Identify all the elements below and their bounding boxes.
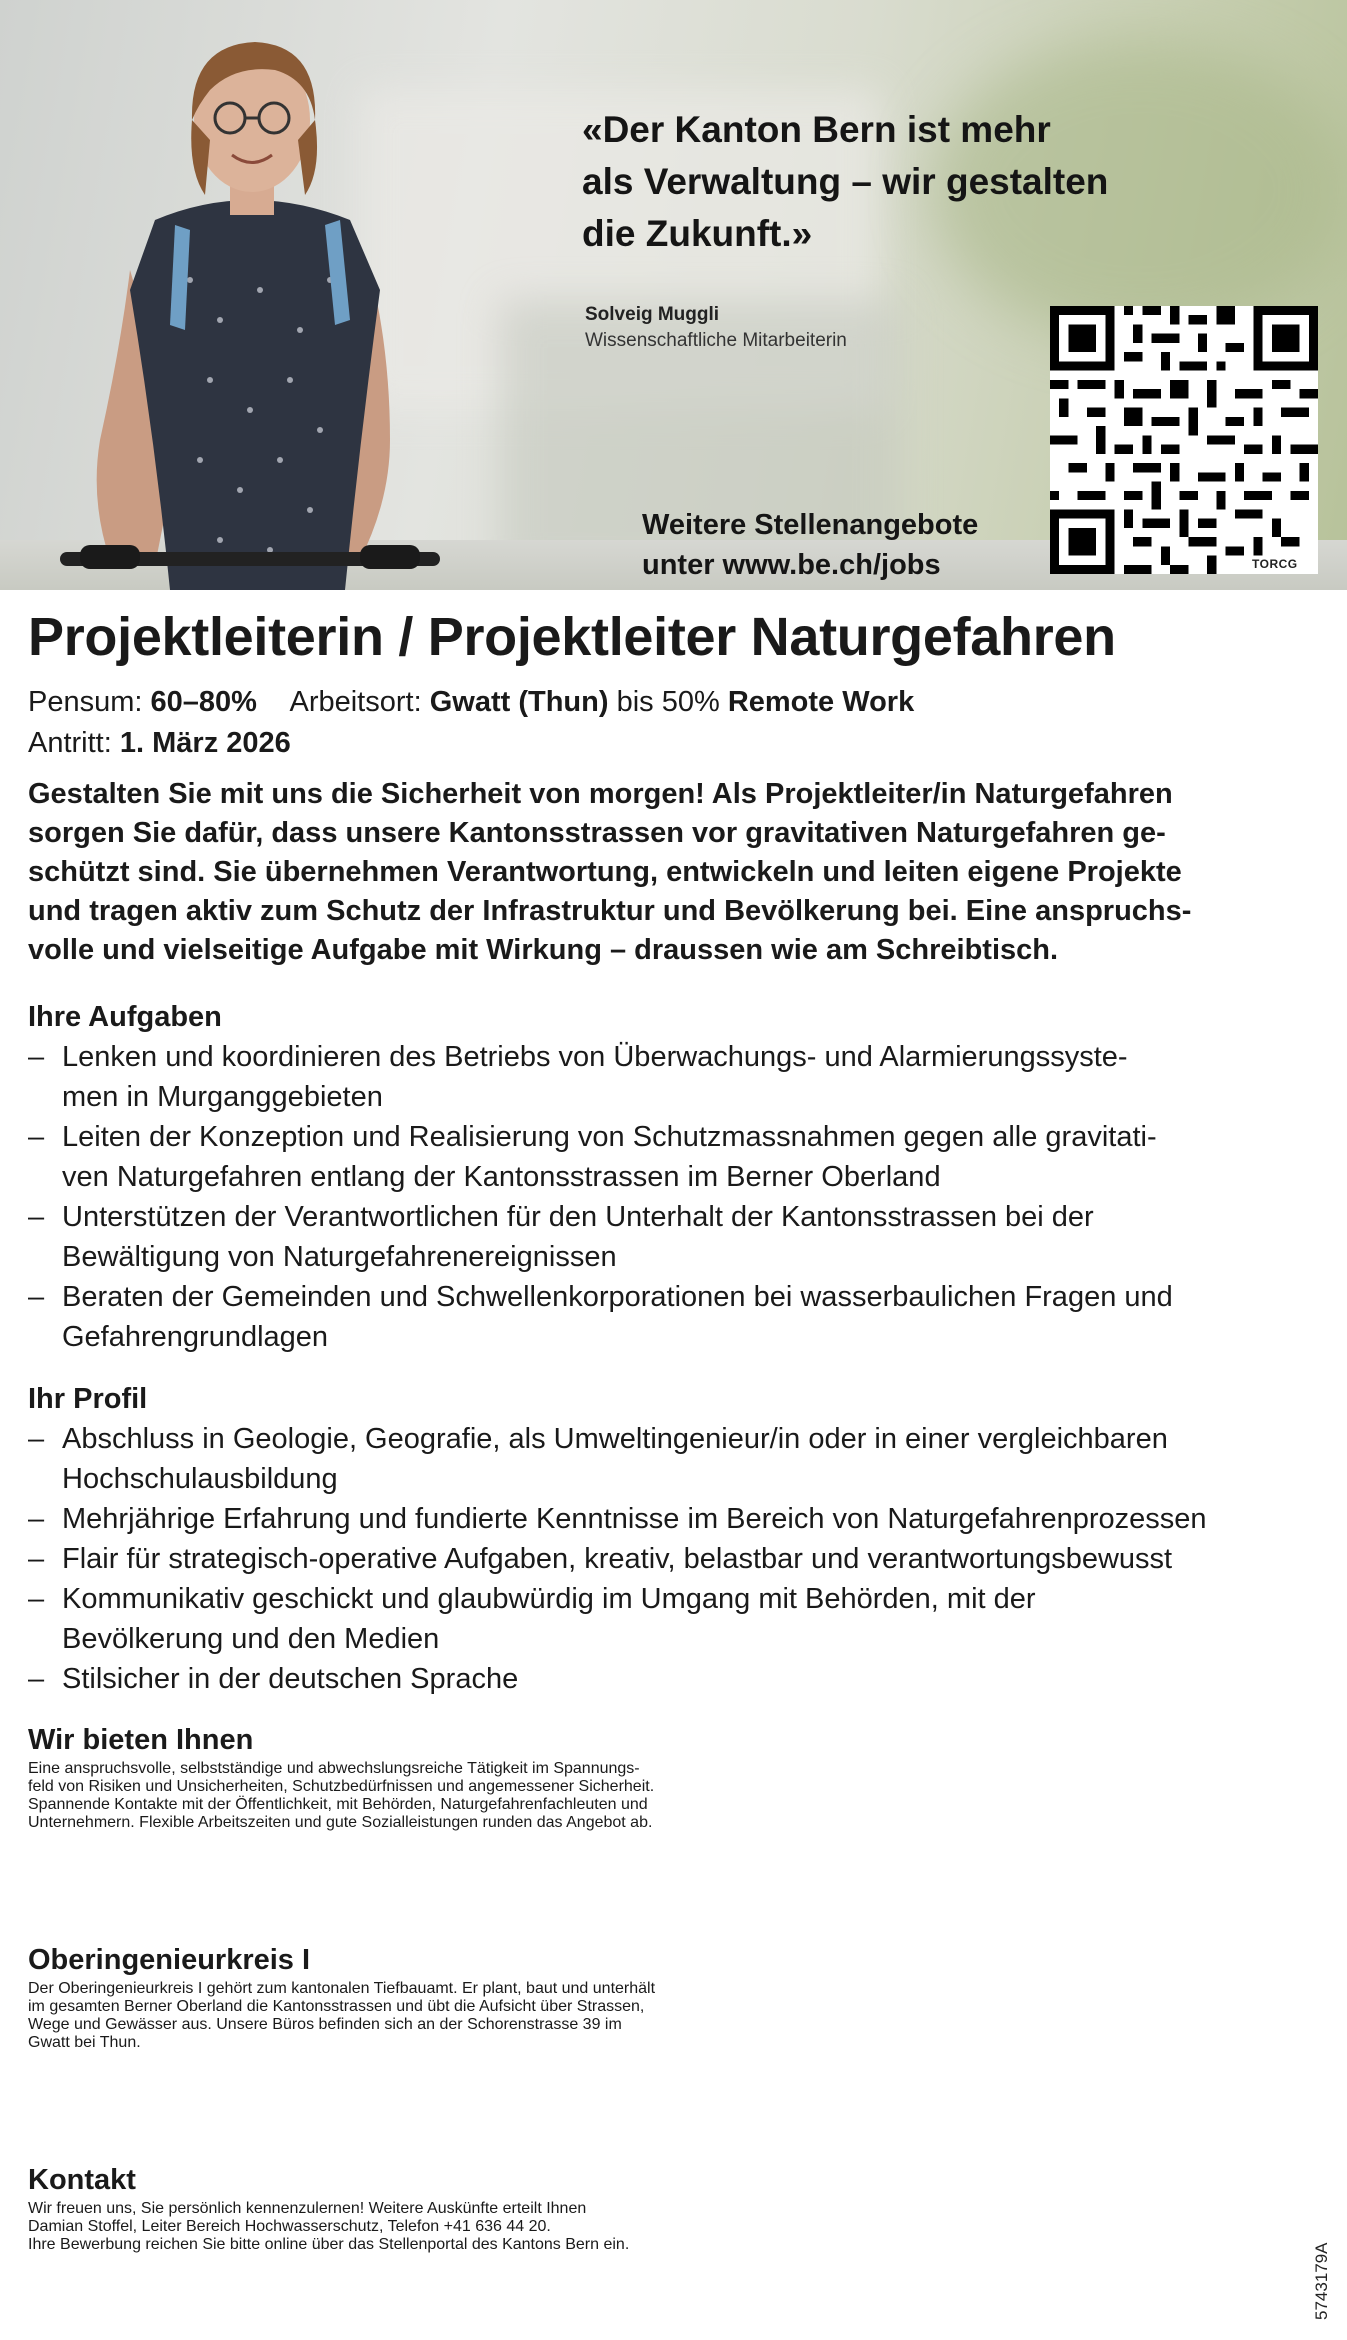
remote-prefix: bis 50%	[616, 686, 720, 718]
person-role: Wissenschaftliche Mitarbeiterin	[585, 330, 847, 351]
jobs-link-text[interactable]: Weitere Stellenangebote unter www.be.ch/jobs	[642, 509, 979, 581]
section-profil	[28, 1379, 1328, 1699]
list-item: – Lenken und koordinieren des Betriebs von Überwachungs- und Alarmierungssyste- men in Murganggebieten	[28, 1037, 1328, 1117]
job-title: Projektleiterin / Projektleiter Naturgefahren	[28, 607, 1116, 667]
section-heading: Kontakt	[28, 2164, 136, 2196]
antritt-value: 1. März 2026	[119, 727, 291, 759]
job-meta-line2	[28, 727, 291, 760]
section-oberingenieurkreis: Oberingenieurkreis I Der Oberingenieurkreis I gehört zum kantonalen Tiefbauamt. Er plant, baut und unterhält im gesamten Berner Oberland die Kantonsstrassen und übt die Aufsicht über Strassen, Wege und Gewässer aus. Unsere Büros befinden sich an der Schorenstrasse 39 im Gwatt bei Thun.	[28, 1940, 1328, 2052]
arbeitsort-value: Gwatt (Thun)	[429, 686, 609, 718]
antritt-label: Antritt:	[28, 727, 112, 759]
person-photo	[60, 20, 440, 590]
list-item: – Unterstützen der Verantwortlichen für den Unterhalt der Kantonsstrassen bei der Bewältigung von Naturgefahrenereignissen	[28, 1197, 1328, 1277]
hero-banner	[0, 0, 1347, 590]
pensum-label: Pensum:	[28, 686, 143, 718]
section-heading: Ihre Aufgaben	[28, 1001, 222, 1033]
qr-label: TORCG	[1252, 557, 1298, 571]
job-meta-line1	[28, 686, 914, 719]
qr-code[interactable]	[1050, 306, 1318, 574]
arbeitsort-label: Arbeitsort:	[289, 686, 422, 718]
section-heading: Wir bieten Ihnen	[28, 1724, 254, 1756]
list-item: – Abschluss in Geologie, Geografie, als Umweltingenieur/in oder in einer vergleichbaren Hochschulausbildung	[28, 1419, 1328, 1499]
list-item: – Mehrjährige Erfahrung und fundierte Kenntnisse im Bereich von Naturgefahrenprozessen	[28, 1499, 1328, 1539]
section-heading: Ihr Profil	[28, 1383, 148, 1415]
hero-quote: «Der Kanton Bern ist mehr als Verwaltung – wir gestalten die Zukunft.»	[582, 109, 1109, 254]
section-bieten: Wir bieten Ihnen Eine anspruchsvolle, selbstständige und abwechslungsreiche Tätigkeit im Spannungs- feld von Risiken und Unsicherheiten, Schutzbedürfnissen und angemessener Sicherheit. Spannende Kontakte mit der Öffentlichkeit, mit Behörden, Naturgefahrenfachleuten und Unternehmern. Flexible Arbeitszeiten und gute Sozialleistungen runden das Angebot ab.	[28, 1720, 1328, 1832]
list-item: – Kommunikativ geschickt und glaubwürdig im Umgang mit Behörden, mit der Bevölkerung und den Medien	[28, 1579, 1328, 1659]
list-item: – Leiten der Konzeption und Realisierung von Schutzmassnahmen gegen alle gravitati- ven Naturgefahren entlang der Kantonsstrassen im Berner Oberland	[28, 1117, 1328, 1197]
ad-code: 5743179A	[1312, 2242, 1331, 2320]
remote-value: Remote Work	[727, 686, 915, 718]
list-item: – Flair für strategisch-operative Aufgaben, kreativ, belastbar und verantwortungsbewusst	[28, 1539, 1328, 1579]
section-heading: Oberingenieurkreis I	[28, 1944, 311, 1976]
lead-paragraph: Gestalten Sie mit uns die Sicherheit von morgen! Als Projektleiter/in Naturgefahren sorgen Sie dafür, dass unsere Kantonsstrassen vor gravitativen Naturgefahren ge- schützt sind. Sie übernehmen Verantwortung, entwickeln und leiten eigene Projekte und tragen aktiv zum Schutz der Infrastruktur und Bevölkerung bei. Eine anspruchs- volle und vielseitige Aufgabe mit Wirkung – draussen wie am Schreibtisch.	[28, 778, 1192, 966]
person-name: Solveig Muggli	[585, 304, 720, 325]
list-item: – Beraten der Gemeinden und Schwellenkorporationen bei wasserbaulichen Fragen und Gefahrengrundlagen	[28, 1277, 1328, 1357]
section-aufgaben	[28, 997, 1328, 1357]
pensum-value: 60–80%	[150, 686, 257, 718]
section-kontakt: Kontakt Wir freuen uns, Sie persönlich kennenzulernen! Weitere Auskünfte erteilt Ihnen Damian Stoffel, Leiter Bereich Hochwasserschutz, Telefon +41 636 44 20. Ihre Bewerbung reichen Sie bitte online über das Stellenportal des Kantons Bern ein.	[28, 2160, 1328, 2254]
list-item: – Stilsicher in der deutschen Sprache	[28, 1659, 1328, 1699]
